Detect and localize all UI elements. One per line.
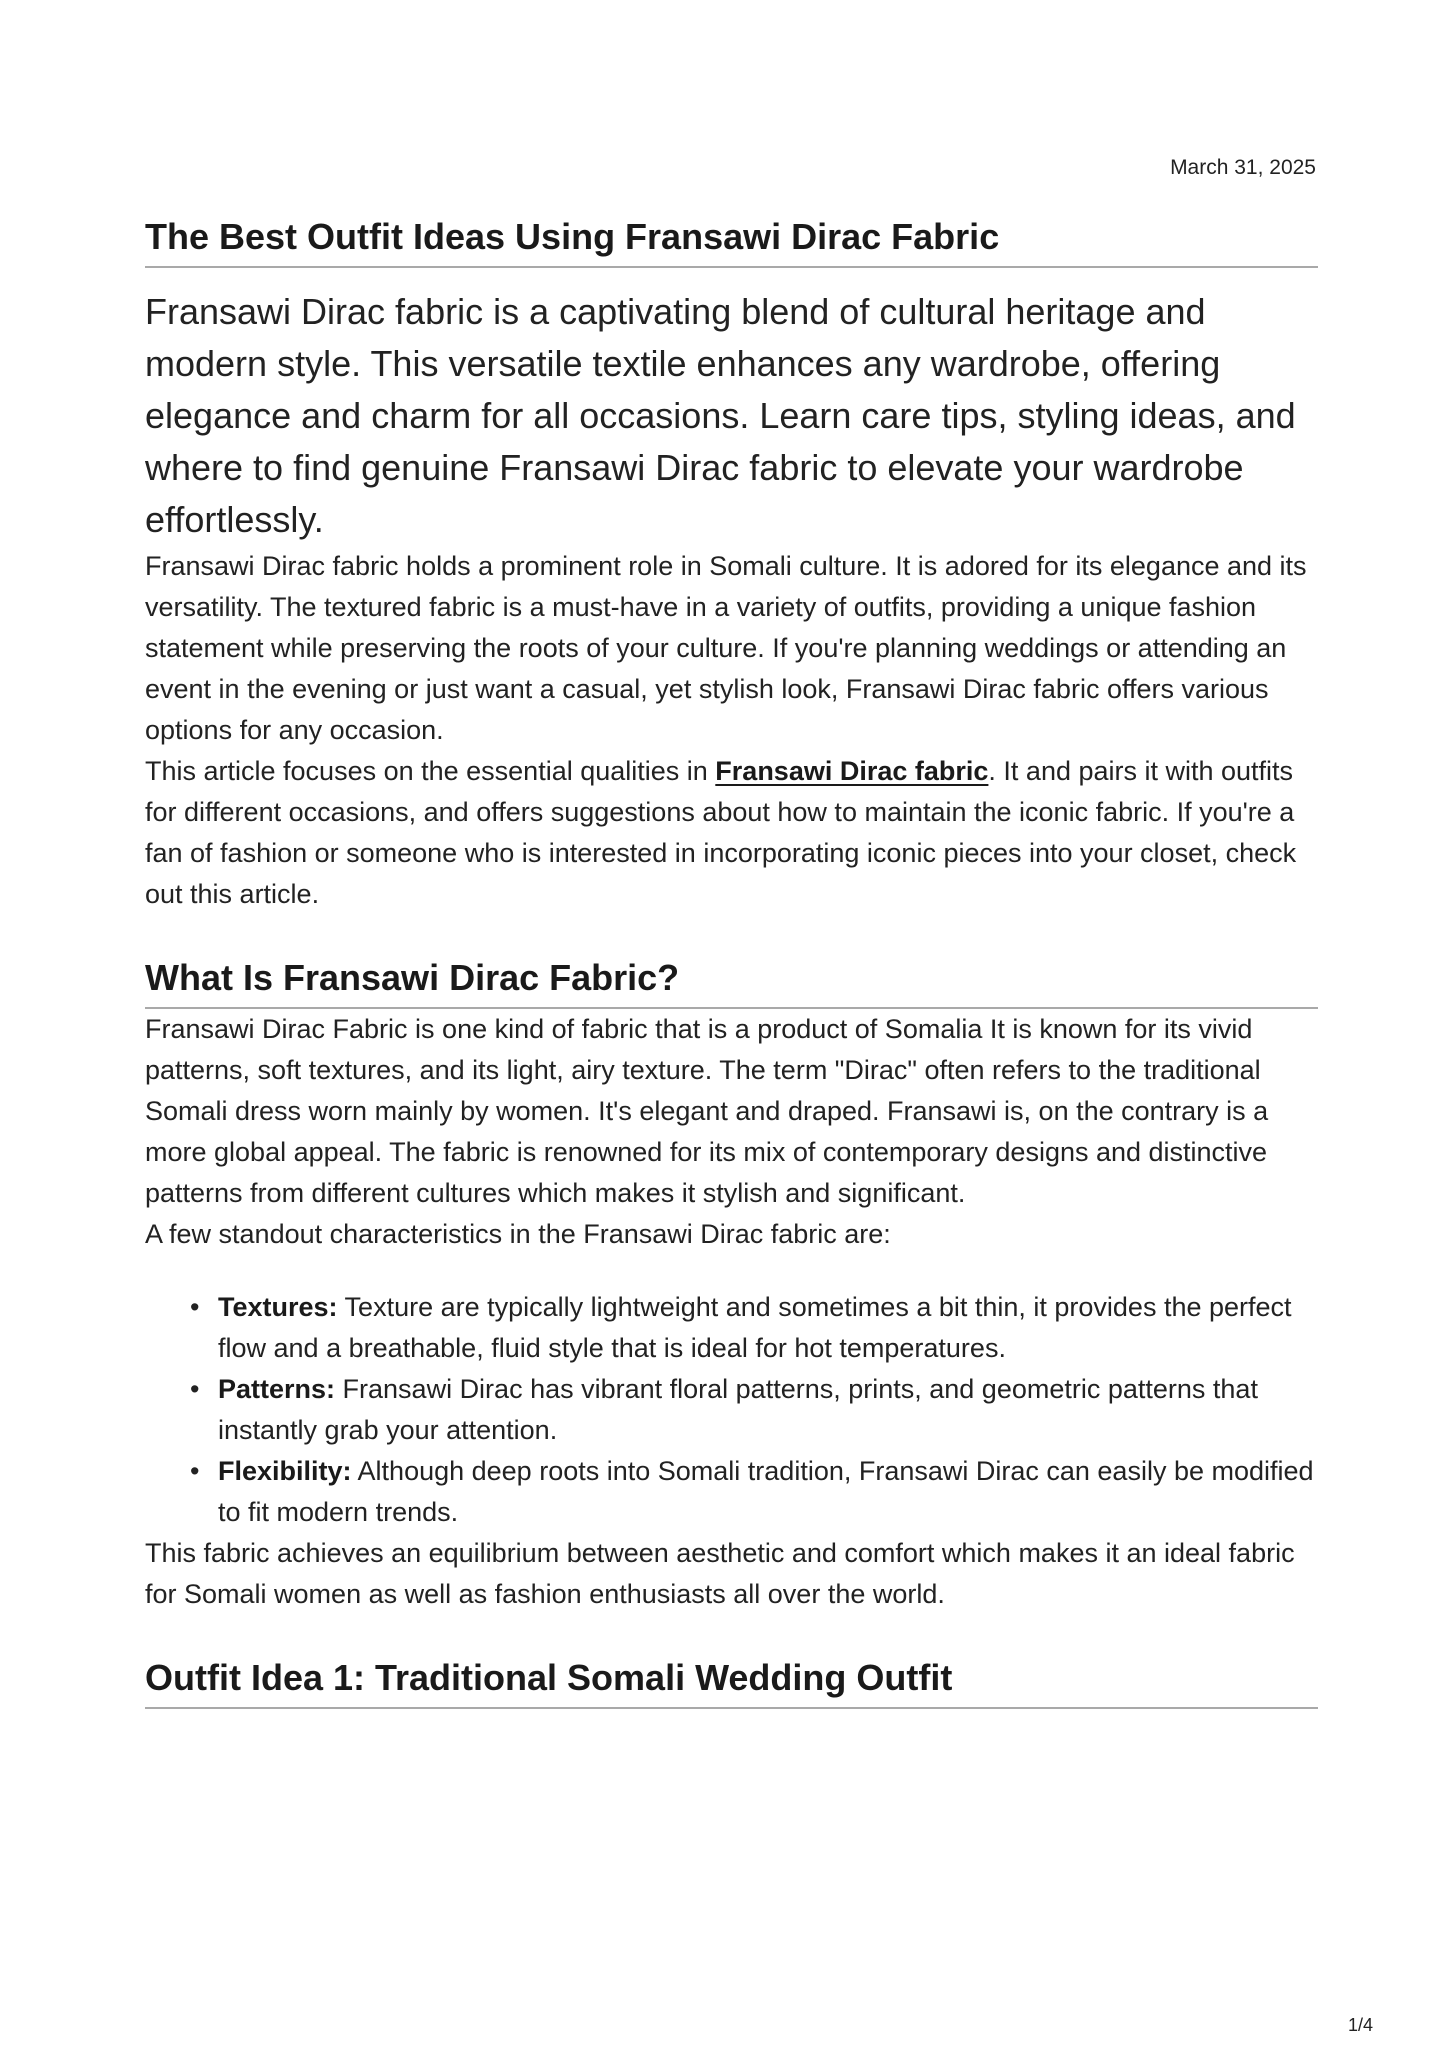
list-item	[190, 1287, 1318, 1369]
focus-paragraph	[145, 751, 1318, 915]
feature-text: Texture are typically lightweight and sometimes a bit thin, it provides the perfect flow and a breathable, fluid style that is ideal for hot temperatures.	[218, 1292, 1292, 1363]
feature-label: Textures:	[218, 1292, 338, 1322]
focus-text-after: . It and pairs it with outfits for different occasions, and offers suggestions about how to maintain the iconic fabric. If you're a fan of fashion or someone who is interested in incorporating iconic pieces into your closet, check out this article.	[145, 756, 1297, 909]
bullet-icon: •	[190, 1374, 200, 1404]
list-item	[190, 1369, 1318, 1451]
fransawi-dirac-fabric-link[interactable]: Fransawi Dirac fabric	[715, 756, 989, 786]
article-title: The Best Outfit Ideas Using Fransawi Dirac Fabric	[145, 212, 1318, 268]
bullet-icon: •	[190, 1456, 200, 1486]
what-is-paragraph: Fransawi Dirac Fabric is one kind of fabric that is a product of Somalia It is known for its vivid patterns, soft textures, and its light, airy texture. The term "Dirac" often refers to the traditional Somali dress worn mainly by women. It's elegant and draped. Fransawi is, on the contrary is a more global appeal. The fabric is renowned for its mix of contemporary designs and distinctive patterns from different cultures which makes it stylish and significant.	[145, 1014, 1269, 1208]
section-heading-outfit-1: Outfit Idea 1: Traditional Somali Wedding Outfit	[145, 1653, 1318, 1709]
feature-text: Although deep roots into Somali tradition, Fransawi Dirac can easily be modified to fit modern trends.	[218, 1456, 1314, 1527]
features-list	[145, 1287, 1318, 1533]
feature-label: Flexibility:	[218, 1456, 352, 1486]
feature-label: Patterns:	[218, 1374, 336, 1404]
bullet-icon: •	[190, 1292, 200, 1322]
intro-paragraph: Fransawi Dirac fabric holds a prominent role in Somali culture. It is adored for its elegance and its versatility. The textured fabric is a must-have in a variety of outfits, providing a unique fashion statement while preserving the roots of your culture. If you're planning weddings or attending an event in the evening or just want a casual, yet stylish look, Fransawi Dirac fabric offers various options for any occasion.	[145, 551, 1307, 745]
page-number: 1/4	[1347, 2015, 1373, 2035]
publish-date: March 31, 2025	[1170, 156, 1316, 179]
list-item	[190, 1451, 1318, 1533]
features-intro: A few standout characteristics in the Fransawi Dirac fabric are:	[145, 1219, 891, 1249]
closing-paragraph: This fabric achieves an equilibrium between aesthetic and comfort which makes it an ideal fabric for Somali women as well as fashion enthusiasts all over the world.	[145, 1538, 1295, 1609]
article-body	[145, 212, 1318, 1709]
feature-text: Fransawi Dirac has vibrant floral patterns, prints, and geometric patterns that instantly grab your attention.	[218, 1374, 1258, 1445]
section-heading-what-is: What Is Fransawi Dirac Fabric?	[145, 953, 1318, 1009]
focus-text-before: This article focuses on the essential qualities in	[145, 756, 716, 786]
article-lead: Fransawi Dirac fabric is a captivating blend of cultural heritage and modern style. This versatile textile enhances any wardrobe, offering elegance and charm for all occasions. Learn care tips, styling ideas, and where to find genuine Fransawi Dirac fabric to elevate your wardrobe effortlessly.	[145, 291, 1296, 540]
